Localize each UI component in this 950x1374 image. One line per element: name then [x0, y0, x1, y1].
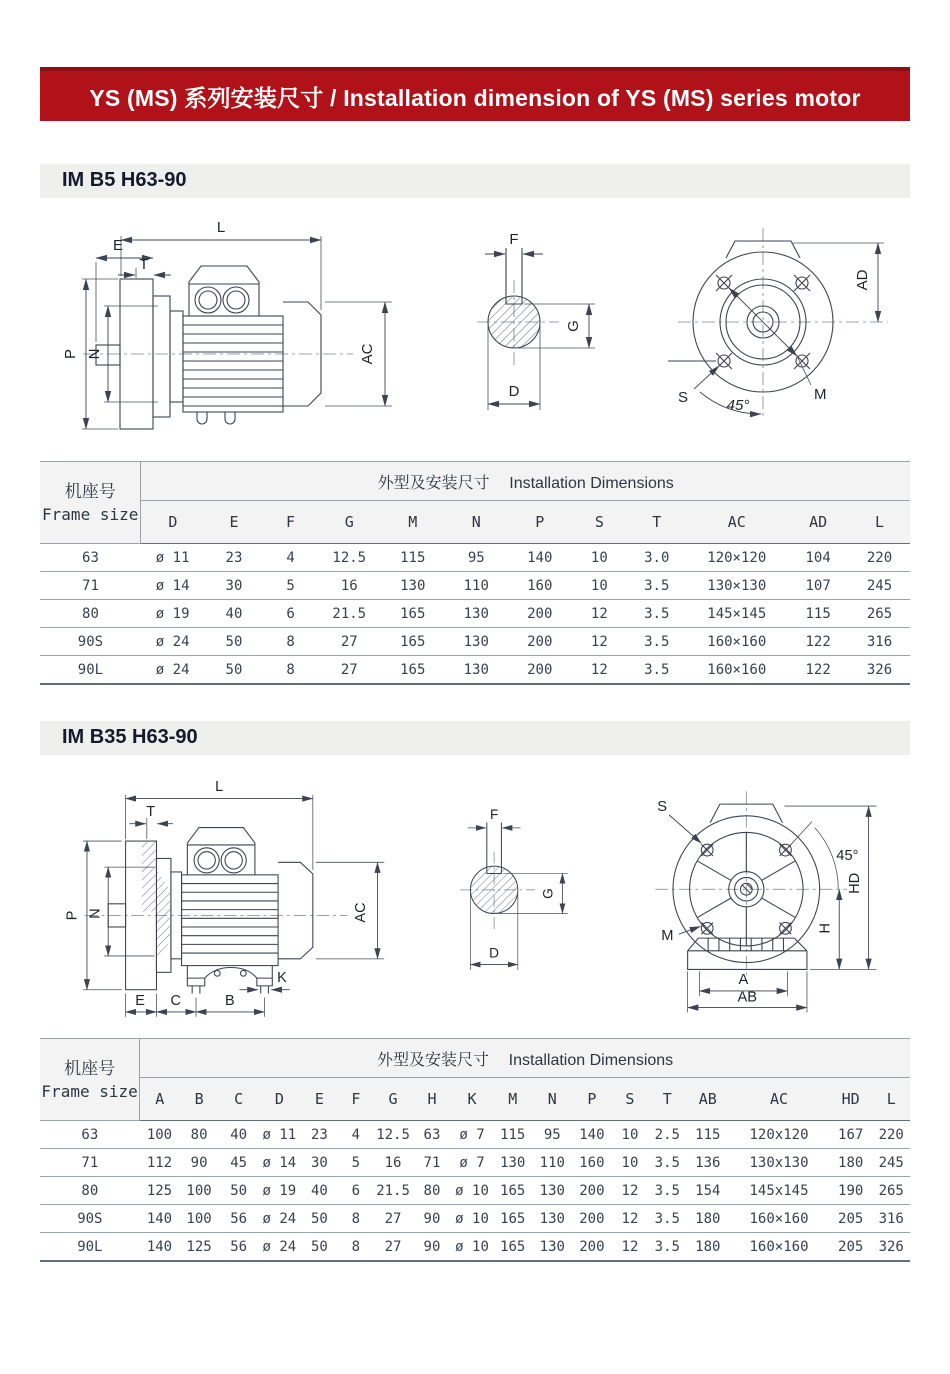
dim-value-cell: 50 — [300, 1233, 338, 1262]
frame-size-cell: 63 — [40, 544, 141, 572]
column-header-f: F — [339, 1078, 374, 1121]
dim-value-cell: ø 24 — [258, 1233, 300, 1262]
page-title: YS (MS) 系列安装尺寸 / Installation dimension of YS (MS) series motor — [89, 84, 861, 111]
frame-size-header: 机座号 Frame size — [40, 1039, 140, 1121]
dim-value-cell: 130 — [493, 1149, 533, 1177]
dim-value-cell: 165 — [381, 600, 445, 628]
dim-value-cell: ø 10 — [451, 1177, 493, 1205]
column-header-e: E — [204, 501, 263, 544]
dim-value-cell: 265 — [849, 600, 910, 628]
section-title-b5 — [40, 164, 910, 198]
column-header-g: G — [373, 1078, 413, 1121]
table-row — [40, 1205, 910, 1233]
column-header-t: T — [627, 501, 686, 544]
dim-value-cell: 145x145 — [729, 1177, 829, 1205]
dim-label-45: 45° — [836, 847, 859, 864]
dim-value-cell: 23 — [300, 1121, 338, 1149]
section-title-b35 — [40, 721, 910, 755]
dim-value-cell: 3.5 — [648, 1233, 686, 1262]
dim-value-cell: 27 — [373, 1233, 413, 1262]
dim-value-cell: 160×160 — [686, 656, 787, 685]
column-header-s: S — [612, 1078, 648, 1121]
dim-value-cell: 245 — [849, 572, 910, 600]
motor-outline — [108, 828, 313, 994]
dim-value-cell: 4 — [264, 544, 318, 572]
column-header-h: H — [413, 1078, 451, 1121]
dim-value-cell: 50 — [219, 1177, 259, 1205]
column-header-s: S — [572, 501, 628, 544]
dim-value-cell: 27 — [373, 1205, 413, 1233]
dim-value-cell: 40 — [204, 600, 263, 628]
dim-value-cell: 130 — [445, 600, 509, 628]
frame-size-header: 机座号 Frame size — [40, 462, 141, 544]
dimension-lines — [678, 243, 884, 414]
drawing-b35-front-view — [626, 771, 910, 1026]
dim-value-cell: 316 — [872, 1205, 910, 1233]
dim-value-cell: 100 — [179, 1177, 219, 1205]
dim-value-cell: 10 — [612, 1121, 648, 1149]
dim-label-d: D — [489, 945, 500, 961]
dim-value-cell: 140 — [140, 1233, 180, 1262]
dim-value-cell: 140 — [140, 1205, 180, 1233]
dim-value-cell: ø 19 — [258, 1177, 300, 1205]
table-row — [40, 600, 910, 628]
motor-outline — [96, 266, 321, 429]
dim-value-cell: 130 — [445, 656, 509, 685]
dim-value-cell: ø 14 — [258, 1149, 300, 1177]
dim-value-cell: 245 — [872, 1149, 910, 1177]
dim-value-cell: 130 — [445, 628, 509, 656]
dim-value-cell: 27 — [318, 628, 382, 656]
dim-value-cell: 180 — [686, 1205, 729, 1233]
installation-dimensions-table-b5 — [40, 461, 910, 685]
dim-value-cell: 95 — [445, 544, 509, 572]
column-header-d: D — [141, 501, 205, 544]
dim-value-cell: 5 — [339, 1149, 374, 1177]
frame-size-cell: 90L — [40, 1233, 140, 1262]
dim-value-cell: 16 — [318, 572, 382, 600]
dim-label-g: G — [565, 320, 582, 332]
dim-value-cell: 145×145 — [686, 600, 787, 628]
dim-value-cell: 154 — [686, 1177, 729, 1205]
dim-label-g: G — [540, 888, 556, 899]
dim-value-cell: ø 7 — [451, 1121, 493, 1149]
dim-value-cell: 140 — [572, 1121, 612, 1149]
column-header-d: D — [258, 1078, 300, 1121]
dim-value-cell: ø 11 — [258, 1121, 300, 1149]
column-header-l: L — [849, 501, 910, 544]
dim-value-cell: 115 — [787, 600, 849, 628]
dim-value-cell: 12 — [572, 656, 628, 685]
column-header-m: M — [493, 1078, 533, 1121]
dim-value-cell: 12 — [572, 600, 628, 628]
dim-value-cell: 115 — [686, 1121, 729, 1149]
dim-value-cell: ø 24 — [141, 628, 205, 656]
dim-label-s: S — [678, 389, 689, 406]
drawing-b5-side-view — [58, 214, 458, 449]
drawing-b5-shaft-section — [459, 214, 659, 449]
dim-value-cell: 326 — [849, 656, 910, 685]
dim-value-cell: 2.5 — [648, 1121, 686, 1149]
column-header-f: F — [264, 501, 318, 544]
dim-label-e: E — [112, 237, 124, 254]
dim-value-cell: 50 — [300, 1205, 338, 1233]
installation-dimensions-table-b35 — [40, 1038, 910, 1262]
dim-value-cell: 265 — [872, 1177, 910, 1205]
dim-label-n: N — [87, 908, 104, 919]
dim-value-cell: 12 — [612, 1233, 648, 1262]
column-header-ac: AC — [729, 1078, 829, 1121]
column-header-n: N — [533, 1078, 573, 1121]
drawing-b35-shaft-section — [444, 771, 626, 1026]
dim-value-cell: 140 — [508, 544, 572, 572]
dim-value-cell: 115 — [381, 544, 445, 572]
dim-value-cell: 3.5 — [648, 1149, 686, 1177]
dim-value-cell: 8 — [339, 1205, 374, 1233]
group-header: 外型及安装尺寸 Installation Dimensions — [141, 462, 910, 501]
frame-size-cell: 90S — [40, 1205, 140, 1233]
dim-label-ab: AB — [737, 989, 758, 1006]
dim-label-l: L — [216, 219, 226, 236]
frame-size-cell: 80 — [40, 1177, 140, 1205]
dim-value-cell: 6 — [264, 600, 318, 628]
dim-label-ac: AC — [359, 343, 376, 365]
dim-label-n: N — [86, 348, 103, 360]
dim-value-cell: 326 — [872, 1233, 910, 1262]
page-title-banner — [40, 67, 910, 121]
dim-value-cell: 12 — [612, 1177, 648, 1205]
dim-value-cell: ø 7 — [451, 1149, 493, 1177]
dim-value-cell: 130 — [533, 1177, 573, 1205]
dim-label-f: F — [509, 231, 519, 248]
dim-value-cell: 12 — [612, 1205, 648, 1233]
dim-value-cell: 160×160 — [729, 1233, 829, 1262]
dim-value-cell: 8 — [264, 628, 318, 656]
column-header-p: P — [508, 501, 572, 544]
table-row — [40, 628, 910, 656]
column-header-hd: HD — [829, 1078, 873, 1121]
dim-value-cell: 165 — [381, 628, 445, 656]
dim-value-cell: 180 — [686, 1233, 729, 1262]
dim-value-cell: 100 — [140, 1121, 180, 1149]
table-row — [40, 1121, 910, 1149]
dim-value-cell: 167 — [829, 1121, 873, 1149]
flange-hatch — [142, 842, 156, 911]
dim-value-cell: 200 — [572, 1233, 612, 1262]
dim-value-cell: 40 — [300, 1177, 338, 1205]
dim-value-cell: 125 — [140, 1177, 180, 1205]
dim-value-cell: 3.5 — [627, 600, 686, 628]
dim-value-cell: 200 — [508, 600, 572, 628]
drawing-b5-front-view — [660, 214, 910, 449]
dim-label-hd: HD — [847, 872, 864, 894]
dim-value-cell: 27 — [318, 656, 382, 685]
dim-label-ac: AC — [352, 902, 369, 923]
column-header-ab: AB — [686, 1078, 729, 1121]
dim-value-cell: 120×120 — [686, 544, 787, 572]
dim-value-cell: ø 24 — [141, 656, 205, 685]
technical-drawings-b35 — [40, 771, 910, 1026]
dim-label-h: H — [817, 923, 834, 934]
dim-label-d: D — [508, 383, 520, 400]
dim-value-cell: 80 — [179, 1121, 219, 1149]
frame-size-cell: 63 — [40, 1121, 140, 1149]
dim-label-a: A — [738, 972, 749, 989]
dimension-lines — [658, 799, 877, 1013]
table-row — [40, 572, 910, 600]
column-header-k: K — [451, 1078, 493, 1121]
dim-label-45: 45° — [726, 397, 750, 414]
dim-value-cell: 160×160 — [729, 1205, 829, 1233]
dim-label-l: L — [215, 778, 224, 795]
dim-value-cell: 12.5 — [373, 1121, 413, 1149]
table-row — [40, 1233, 910, 1262]
dim-value-cell: 130×130 — [686, 572, 787, 600]
column-header-l: L — [872, 1078, 910, 1121]
dim-value-cell: 112 — [140, 1149, 180, 1177]
dim-value-cell: 6 — [339, 1177, 374, 1205]
dim-value-cell: 3.0 — [627, 544, 686, 572]
column-header-t: T — [648, 1078, 686, 1121]
dim-value-cell: 220 — [872, 1121, 910, 1149]
dim-value-cell: 90 — [413, 1233, 451, 1262]
dim-value-cell: ø 10 — [451, 1233, 493, 1262]
section-title-b5-text: IM B5 H63-90 — [62, 169, 187, 191]
dim-value-cell: 160×160 — [686, 628, 787, 656]
column-header-ad: AD — [787, 501, 849, 544]
dim-label-k: K — [277, 969, 287, 986]
dim-value-cell: 45 — [219, 1149, 259, 1177]
dim-value-cell: 190 — [829, 1177, 873, 1205]
dim-value-cell: 12 — [572, 628, 628, 656]
dim-value-cell: 165 — [381, 656, 445, 685]
dim-value-cell: 30 — [300, 1149, 338, 1177]
dim-value-cell: 3.5 — [627, 656, 686, 685]
dim-label-s: S — [657, 798, 668, 815]
dim-value-cell: 130 — [533, 1233, 573, 1262]
column-header-n: N — [445, 501, 509, 544]
dim-value-cell: 3.5 — [627, 628, 686, 656]
frame-size-cell: 71 — [40, 572, 141, 600]
dim-label-m: M — [814, 386, 827, 403]
table-row — [40, 656, 910, 685]
dim-value-cell: 205 — [829, 1233, 873, 1262]
dim-value-cell: 200 — [572, 1205, 612, 1233]
dim-value-cell: ø 10 — [451, 1205, 493, 1233]
dim-value-cell: 10 — [572, 544, 628, 572]
dim-value-cell: 100 — [179, 1205, 219, 1233]
dim-value-cell: 56 — [219, 1205, 259, 1233]
dim-value-cell: 160 — [572, 1149, 612, 1177]
column-header-a: A — [140, 1078, 180, 1121]
dim-label-p: P — [64, 910, 81, 921]
dim-value-cell: 21.5 — [318, 600, 382, 628]
dim-value-cell: 50 — [204, 628, 263, 656]
dim-value-cell: 3.5 — [648, 1205, 686, 1233]
dim-value-cell: 200 — [572, 1177, 612, 1205]
dim-value-cell: ø 19 — [141, 600, 205, 628]
dim-value-cell: 115 — [493, 1121, 533, 1149]
drawing-b35-side-view — [58, 771, 444, 1026]
dimension-lines — [64, 779, 384, 1017]
dim-value-cell: 205 — [829, 1205, 873, 1233]
dim-value-cell: 104 — [787, 544, 849, 572]
dim-value-cell: 90 — [179, 1149, 219, 1177]
dim-value-cell: 110 — [533, 1149, 573, 1177]
dim-value-cell: 136 — [686, 1149, 729, 1177]
dim-label-p: P — [62, 348, 79, 360]
dim-value-cell: 56 — [219, 1233, 259, 1262]
table-row — [40, 1177, 910, 1205]
technical-drawings-b5 — [40, 214, 910, 449]
dim-value-cell: 16 — [373, 1149, 413, 1177]
frame-size-cell: 71 — [40, 1149, 140, 1177]
dim-value-cell: 130 — [533, 1205, 573, 1233]
dim-value-cell: 160 — [508, 572, 572, 600]
dim-value-cell: 180 — [829, 1149, 873, 1177]
dim-value-cell: 40 — [219, 1121, 259, 1149]
flange-outline — [668, 241, 833, 392]
dim-value-cell: 8 — [339, 1233, 374, 1262]
dim-label-b: B — [224, 993, 235, 1010]
frame-size-cell: 90L — [40, 656, 141, 685]
dim-value-cell: 200 — [508, 628, 572, 656]
dim-value-cell: 165 — [493, 1205, 533, 1233]
dim-value-cell: 4 — [339, 1121, 374, 1149]
group-header: 外型及安装尺寸 Installation Dimensions — [140, 1039, 910, 1078]
dim-label-ad: AD — [854, 269, 871, 291]
dim-value-cell: 10 — [572, 572, 628, 600]
dim-value-cell: 220 — [849, 544, 910, 572]
dim-value-cell: 21.5 — [373, 1177, 413, 1205]
column-header-p: P — [572, 1078, 612, 1121]
table-row — [40, 544, 910, 572]
dim-value-cell: 5 — [264, 572, 318, 600]
dim-value-cell: 63 — [413, 1121, 451, 1149]
dim-value-cell: 71 — [413, 1149, 451, 1177]
dim-label-f: F — [490, 806, 499, 822]
dim-value-cell: 30 — [204, 572, 263, 600]
dim-value-cell: ø 14 — [141, 572, 205, 600]
table-row — [40, 1149, 910, 1177]
dim-value-cell: 107 — [787, 572, 849, 600]
frame-size-cell: 80 — [40, 600, 141, 628]
dim-value-cell: 165 — [493, 1233, 533, 1262]
adapter-hatch — [156, 870, 170, 961]
dim-value-cell: 10 — [612, 1149, 648, 1177]
column-header-ac: AC — [686, 501, 787, 544]
dim-label-m: M — [661, 928, 674, 945]
dim-value-cell: 122 — [787, 628, 849, 656]
dim-value-cell: 165 — [493, 1177, 533, 1205]
column-header-b: B — [179, 1078, 219, 1121]
dim-value-cell: 125 — [179, 1233, 219, 1262]
dim-value-cell: 200 — [508, 656, 572, 685]
dim-value-cell: 3.5 — [648, 1177, 686, 1205]
dim-value-cell: ø 24 — [258, 1205, 300, 1233]
dim-label-t: T — [146, 803, 156, 820]
dim-value-cell: 95 — [533, 1121, 573, 1149]
dim-value-cell: ø 11 — [141, 544, 205, 572]
dim-value-cell: 130 — [381, 572, 445, 600]
frame-size-cell: 90S — [40, 628, 141, 656]
dim-value-cell: 90 — [413, 1205, 451, 1233]
dim-value-cell: 12.5 — [318, 544, 382, 572]
column-header-g: G — [318, 501, 382, 544]
column-header-e: E — [300, 1078, 338, 1121]
section-title-b35-text: IM B35 H63-90 — [62, 726, 198, 748]
dim-value-cell: 110 — [445, 572, 509, 600]
dim-label-e: E — [135, 993, 145, 1010]
dim-value-cell: 8 — [264, 656, 318, 685]
dim-value-cell: 120x120 — [729, 1121, 829, 1149]
column-header-c: C — [219, 1078, 259, 1121]
dim-value-cell: 316 — [849, 628, 910, 656]
dim-value-cell: 3.5 — [627, 572, 686, 600]
dim-value-cell: 50 — [204, 656, 263, 685]
dim-label-t: T — [139, 256, 149, 273]
dim-value-cell: 80 — [413, 1177, 451, 1205]
column-header-m: M — [381, 501, 445, 544]
dim-label-c: C — [170, 993, 181, 1010]
dim-value-cell: 122 — [787, 656, 849, 685]
dim-value-cell: 130x130 — [729, 1149, 829, 1177]
dim-value-cell: 23 — [204, 544, 263, 572]
